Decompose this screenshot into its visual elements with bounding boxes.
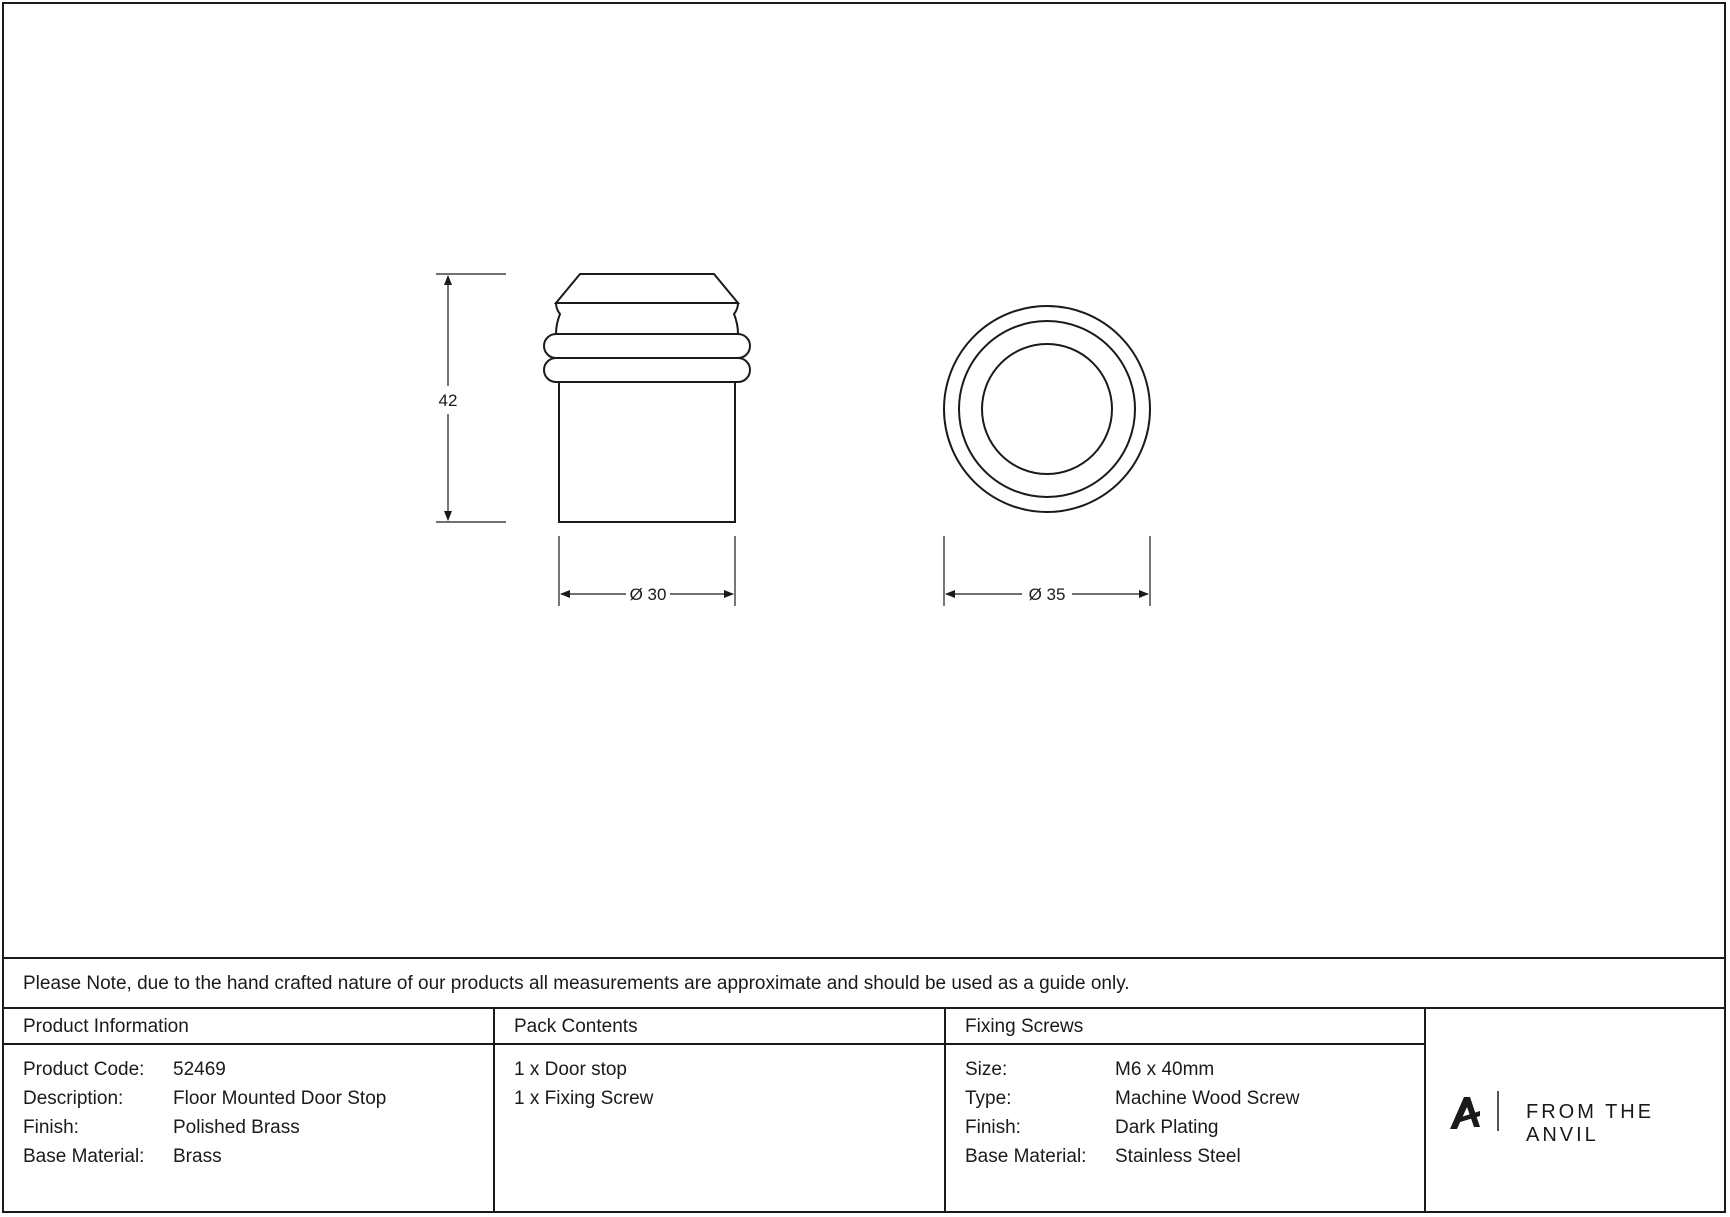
height-dimension-label: 42: [438, 391, 458, 410]
product-info-value: 52469: [173, 1059, 226, 1080]
product-info-value: Floor Mounted Door Stop: [173, 1088, 387, 1109]
product-information-header: [4, 1009, 493, 1045]
product-information-rows: [23, 1059, 493, 1175]
drawing-sheet: [2, 2, 1726, 1213]
product-information-title: Product Information: [23, 1016, 189, 1037]
fixing-screw-label: Type:: [965, 1088, 1012, 1109]
brand-name: FROM THE ANVIL: [1526, 1101, 1655, 1146]
fixing-screw-value: Dark Plating: [1115, 1117, 1219, 1138]
dome-collar-outline: [556, 303, 738, 334]
fixing-screws-header: [946, 1009, 1424, 1045]
pack-contents-item-text: 1 x Door stop: [514, 1059, 627, 1080]
pack-contents-item-text: 1 x Fixing Screw: [514, 1088, 654, 1109]
brand-panel: [1426, 1009, 1724, 1211]
fixing-screw-value: M6 x 40mm: [1115, 1059, 1215, 1080]
pack-contents-item: [514, 1088, 944, 1117]
product-info-row: [23, 1088, 493, 1117]
fixing-screw-value: Stainless Steel: [1115, 1146, 1241, 1167]
base-body-outline: [559, 382, 735, 522]
pack-contents-title: Pack Contents: [514, 1016, 638, 1037]
fixing-screw-label: Size:: [965, 1059, 1008, 1080]
rubber-ring-lower: [544, 358, 750, 382]
product-info-value: Brass: [173, 1146, 222, 1167]
side-view: [544, 274, 750, 522]
product-info-row: [23, 1146, 493, 1175]
fixing-screw-row: [965, 1117, 1424, 1146]
pack-contents-panel: [495, 1009, 946, 1211]
top-view: [944, 306, 1150, 512]
top-view-inner-circle: [982, 344, 1112, 474]
pack-contents-list: [514, 1059, 944, 1117]
top-view-middle-circle: [959, 321, 1135, 497]
pack-contents-item: [514, 1059, 944, 1088]
product-information-panel: [4, 1009, 495, 1211]
measurement-note-text: Please Note, due to the hand crafted nature of our products all measurements are approximate and should be used as a guide only.: [23, 973, 1130, 994]
product-info-label: Product Code:: [23, 1059, 145, 1080]
product-info-label: Finish:: [23, 1117, 79, 1138]
fixing-screws-title: Fixing Screws: [965, 1016, 1084, 1037]
measurement-note: [4, 957, 1724, 1009]
fixing-screw-value: Machine Wood Screw: [1115, 1088, 1300, 1109]
brand-logo: [1446, 1089, 1716, 1146]
product-info-row: [23, 1059, 493, 1088]
technical-drawing: [4, 4, 1724, 957]
fixing-screw-row: [965, 1146, 1424, 1175]
fixing-screw-label: Finish:: [965, 1117, 1021, 1138]
product-info-value: Polished Brass: [173, 1117, 300, 1138]
side-diameter-label: Ø 30: [629, 585, 667, 604]
top-diameter-label: Ø 35: [1028, 585, 1066, 604]
fixing-screws-panel: [946, 1009, 1426, 1211]
anvil-a-logo-icon: [1446, 1089, 1516, 1133]
rubber-ring-upper: [544, 334, 750, 358]
fixing-screw-row: [965, 1059, 1424, 1088]
top-view-outer-circle: [944, 306, 1150, 512]
fixing-screw-row: [965, 1088, 1424, 1117]
pack-contents-header: [495, 1009, 944, 1045]
top-cap-outline: [556, 274, 738, 303]
product-info-label: Description:: [23, 1088, 124, 1109]
product-info-row: [23, 1117, 493, 1146]
fixing-screws-rows: [965, 1059, 1424, 1175]
fixing-screw-label: Base Material:: [965, 1146, 1087, 1167]
product-info-label: Base Material:: [23, 1146, 145, 1167]
